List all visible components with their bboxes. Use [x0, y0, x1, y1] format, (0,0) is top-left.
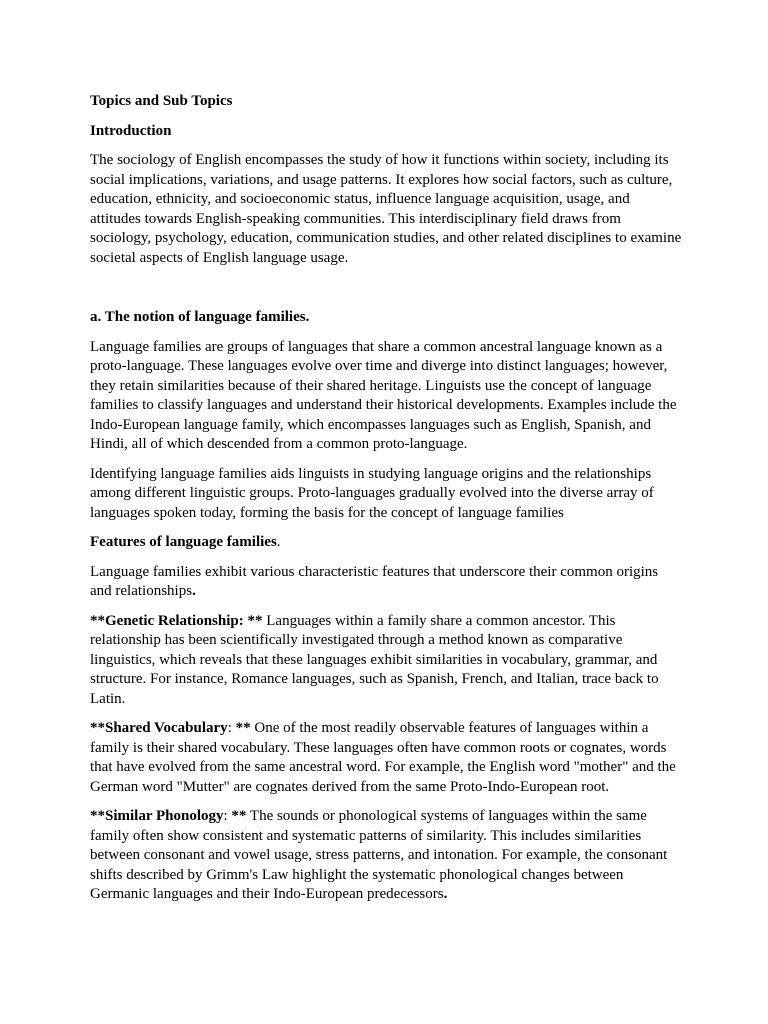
heading-topics: Topics and Sub Topics	[90, 93, 233, 109]
similar-phonology-label: **Similar Phonology	[90, 808, 224, 824]
similar-phonology-separator: :	[223, 808, 232, 824]
similar-phonology-label-end: **	[231, 808, 247, 824]
heading-language-families: a. The notion of language families.	[90, 309, 310, 325]
shared-vocabulary-separator: :	[227, 720, 236, 736]
heading-features-period: .	[276, 534, 281, 550]
intro-paragraph: The sociology of English encompasses the study of how it functions within society, including its social implications, variations, and usage patterns. It explores how social factors, such as culture, education, ethnicity, and socioeconomic status, influence language acquisition, usage, and attitudes towards English-speaking communities. This interdisciplinary field draws from sociology, psychology, education, communication studies, and other related disciplines to examine societal aspects of English language usage.	[90, 152, 682, 266]
heading-features-text: Features of language families	[90, 534, 277, 550]
shared-vocabulary-label: **Shared Vocabulary	[90, 720, 228, 736]
heading-features	[90, 533, 682, 553]
genetic-relationship-paragraph	[90, 612, 682, 710]
genetic-relationship-text: Languages within a family share a common ancestor. This relationship has been scientifically investigated through a method known as comparative linguistics, which reveals that these languages exhibit similarities in vocabulary, grammar, and structure. For instance, Romance languages, such as Spanish, French, and Italian, trace back to Latin.	[90, 612, 659, 707]
features-intro-paragraph	[90, 563, 682, 602]
shared-vocabulary-label-end: **	[235, 720, 251, 736]
shared-vocabulary-paragraph	[90, 719, 682, 797]
families-paragraph-1: Language families are groups of languages that share a common ancestral language known as a proto-language. These languages evolve over time and diverge into distinct languages; however, they retain similarities because of their shared heritage. Linguists use the concept of language families to classify languages and understand their historical developments. Examples include the Indo-European language family, which encompasses languages such as English, Spanish, and Hindi, all of which descended from a common proto-language.	[90, 338, 677, 452]
similar-phonology-period: .	[443, 886, 448, 902]
features-intro-period: .	[192, 583, 196, 599]
families-paragraph-2: Identifying language families aids linguists in studying language origins and the relationships among different linguistic groups. Proto-languages gradually evolved into the diverse array of languages spoken today, forming the basis for the concept of language families	[90, 465, 654, 521]
shared-vocabulary-text: One of the most readily observable features of languages within a family is their shared vocabulary. These languages often have common roots or cognates, words that have evolved from the same ancestral word. For example, the English word "mother" and the German word "Mutter" are cognates derived from the same Proto-Indo-European root.	[90, 720, 676, 795]
features-intro-text: Language families exhibit various characteristic features that underscore their common origins and relationships	[90, 563, 659, 599]
similar-phonology-paragraph	[90, 807, 682, 905]
heading-introduction: Introduction	[90, 122, 172, 139]
similar-phonology-text: The sounds or phonological systems of languages within the same family often show consistent and systematic patterns of similarity. This includes similarities between consonant and vowel usage, stress patterns, and intonation. For example, the consonant shifts described by Grimm's Law highlight the systematic phonological changes between Germanic languages and their Indo-European predecessors	[90, 808, 668, 902]
genetic-relationship-label: **Genetic Relationship: **	[90, 612, 263, 629]
